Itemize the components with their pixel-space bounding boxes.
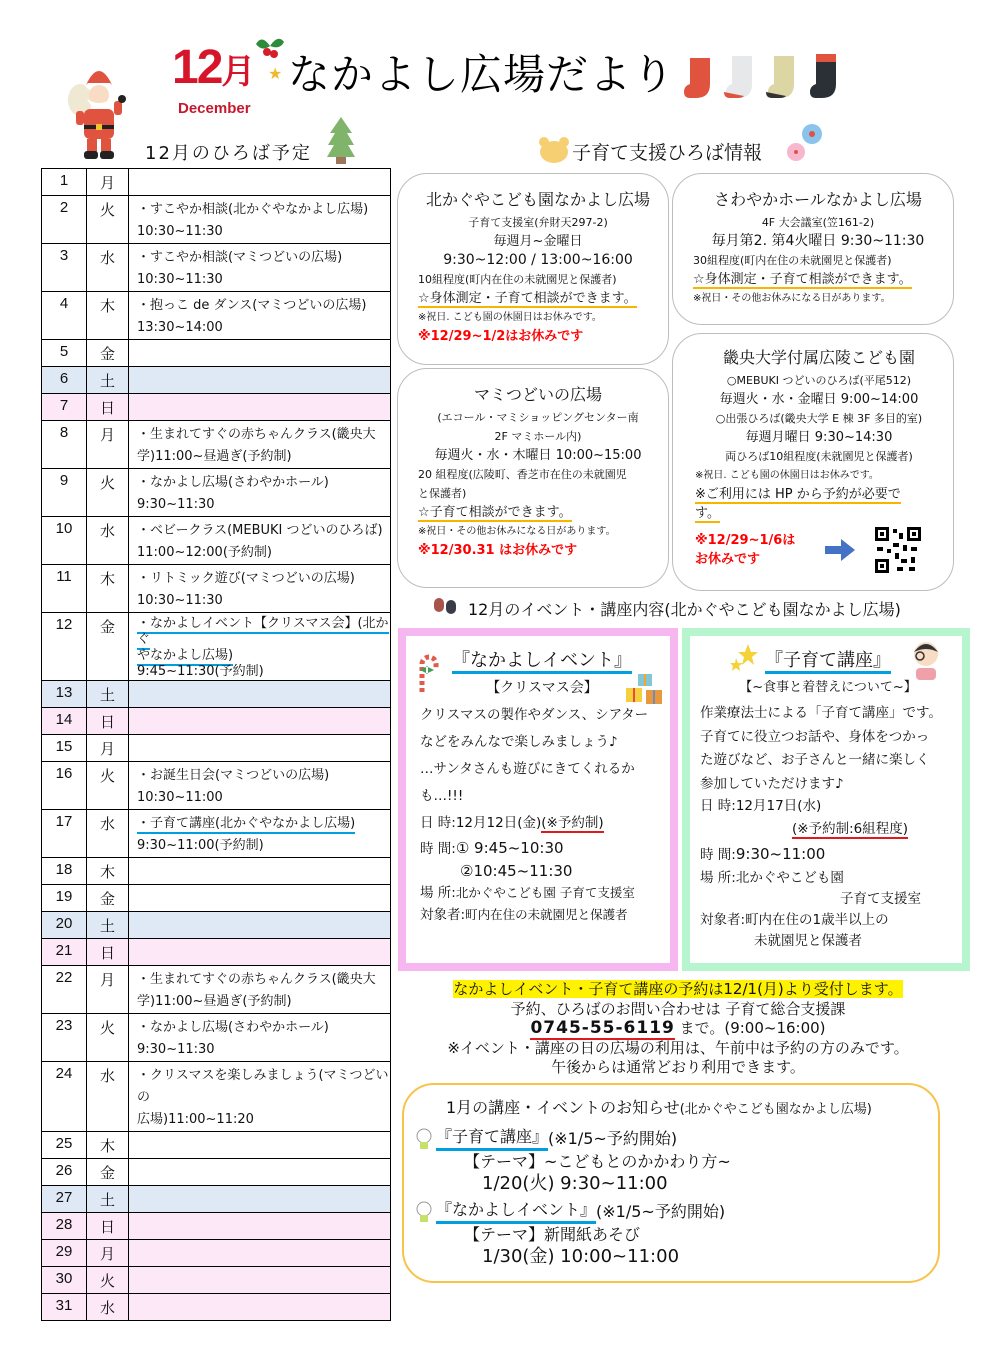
info-box-sawayaka: さわやかホールなかよし広場 4F 大会議室(笠161-2) 毎月第2. 第4火曜日 9:30~11:30 30組程度(町内在住の未就園児と保護者) ☆身体測定・子育て相談ができます。 ※祝日・その他お休みになる日があります。 <box>672 173 954 325</box>
calendar-row <box>42 735 391 762</box>
event-title: 『なかよしイベント』 <box>452 650 632 674</box>
january-item: 『なかよしイベント』 (※1/5~予約開始) <box>414 1199 924 1224</box>
info-box-mami: マミつどいの広場 (エコール・マミショッピングセンター南 2F マミホール内) 毎週火・水・木曜日 10:00~15:00 20 組程度(広陵町、香芝市在住の未就園児 と保護者) ☆子育て相談ができます。 ※祝日・その他お休みになる日があります。 ※12/30.31 はお休みです <box>397 368 669 588</box>
calendar-event: ・ベビークラス(MEBUKI つどいのひろば) 11:00~12:00(予約制) <box>129 517 391 565</box>
calendar-row <box>42 708 391 735</box>
calendar-row <box>42 681 391 708</box>
calendar-day: 5 <box>42 340 87 367</box>
candy-cane-icon <box>414 650 440 694</box>
phone-number[interactable]: 0745-55-6119 <box>530 1018 675 1038</box>
christmas-tree-icon <box>326 115 356 165</box>
calendar-weekday: 日 <box>87 394 129 421</box>
calendar-weekday: 水 <box>87 810 129 858</box>
january-item: 『子育て講座』 (※1/5~予約開始) <box>414 1126 924 1151</box>
calendar-event <box>129 1213 391 1240</box>
calendar-day: 18 <box>42 858 87 885</box>
calendar-event <box>129 367 391 394</box>
calendar-day: 13 <box>42 681 87 708</box>
calendar-row <box>42 810 391 858</box>
calendar-day: 23 <box>42 1014 87 1062</box>
calendar-weekday: 金 <box>87 340 129 367</box>
calendar-day: 28 <box>42 1213 87 1240</box>
calendar-row <box>42 912 391 939</box>
calendar-day: 14 <box>42 708 87 735</box>
calendar-row <box>42 421 391 469</box>
calendar-day: 7 <box>42 394 87 421</box>
calendar-event <box>129 939 391 966</box>
calendar-row <box>42 1062 391 1132</box>
calendar-day: 19 <box>42 885 87 912</box>
calendar-event: ・なかよし広場(さわやかホール) 9:30~11:30 <box>129 469 391 517</box>
calendar-row <box>42 196 391 244</box>
box-title: マミつどいの広場 <box>473 385 602 404</box>
calendar-event: ・すこやか相談(北かぐやなかよし広場) 10:30~11:30 <box>129 196 391 244</box>
calendar-day: 4 <box>42 292 87 340</box>
calendar-weekday: 土 <box>87 1186 129 1213</box>
calendar-weekday: 木 <box>87 565 129 613</box>
info-box-kitakaguya: 北かぐやこども園なかよし広場 子育て支援室(弁財天297-2) 毎週月~金曜日 9:30~12:00 / 13:00~16:00 10組程度(町内在住の未就園児と保護者) ☆身体測定・子育て相談ができます。 ※祝日. こども園の休園日はお休みです。 ※12/29~1/2はお休みです <box>397 173 669 365</box>
calendar-event: ・なかよしイベント【クリスマス会】(北かぐ やなかよし広場) 9:45~11:30(予約制) <box>129 613 391 681</box>
calendar-day: 15 <box>42 735 87 762</box>
calendar-day: 11 <box>42 565 87 613</box>
calendar-event <box>129 735 391 762</box>
calendar-row <box>42 469 391 517</box>
qr-code-icon[interactable] <box>873 525 923 575</box>
calendar-row <box>42 565 391 613</box>
calendar-row <box>42 858 391 885</box>
calendar-day: 2 <box>42 196 87 244</box>
calendar-day: 25 <box>42 1132 87 1159</box>
calendar-row <box>42 367 391 394</box>
calendar-event <box>129 858 391 885</box>
teacher-icon <box>910 640 942 680</box>
calendar-row <box>42 1186 391 1213</box>
calendar-day: 30 <box>42 1267 87 1294</box>
calendar-event <box>129 885 391 912</box>
calendar-weekday: 月 <box>87 966 129 1014</box>
event-title: 『子育て講座』 <box>765 650 891 674</box>
calendar-weekday: 日 <box>87 708 129 735</box>
calendar-weekday: 火 <box>87 469 129 517</box>
calendar-weekday: 日 <box>87 1213 129 1240</box>
calendar-weekday: 木 <box>87 858 129 885</box>
closure-notice: ※12/29~1/6は <box>695 533 796 548</box>
calendar-day: 3 <box>42 244 87 292</box>
calendar-weekday: 土 <box>87 367 129 394</box>
calendar-event <box>129 1132 391 1159</box>
calendar-weekday: 火 <box>87 196 129 244</box>
stockings-icon <box>682 48 852 108</box>
calendar-row <box>42 1240 391 1267</box>
box-title: さわやかホールなかよし広場 <box>714 190 922 209</box>
calendar-day: 31 <box>42 1294 87 1321</box>
gifts-icon <box>624 672 664 708</box>
calendar-event <box>129 394 391 421</box>
calendar-event: ・生まれてすぐの赤ちゃんクラス(畿央大 学)11:00~昼過ぎ(予約制) <box>129 966 391 1014</box>
calendar-weekday: 月 <box>87 421 129 469</box>
calendar-weekday: 水 <box>87 517 129 565</box>
calendar-weekday: 水 <box>87 244 129 292</box>
calendar-row <box>42 1294 391 1321</box>
flowers-icon <box>784 122 824 164</box>
calendar-event: ・すこやか相談(マミつどいの広場) 10:30~11:30 <box>129 244 391 292</box>
calendar-event <box>129 1186 391 1213</box>
calendar-weekday: 木 <box>87 292 129 340</box>
calendar-weekday: 月 <box>87 169 129 196</box>
event-box-kosodate: 『子育て講座』 【~食事と着替えについて~】 作業療法士による「子育て講座」です。 子育てに役立つお話や、身体をつかっ た遊びなど、お子さんと一緒に楽しく 参加していただけます♪ 日 時:12月17日(水) (※予約制:6組程度) 時 間:9:30~11:00 場 所:北かぐやこども園 子育て支援室 対象者:町内在住の1歳半以上の 未就園児と保護者 <box>682 628 970 971</box>
info-box-kio: 畿央大学付属広陵こども園 ○MEBUKI つどいのひろば(平尾512) 毎週火・水・金曜日 9:00~14:00 ○出張ひろば(畿央大学 E 棟 3F 多目的室) 毎週月曜日 9:30~14:30 両ひろば10組程度(未就園児と保護者) ※祝日. こども園の休園日はお休みです。 ※ご利用には HP から予約が必要で す。 ※12/29~1/6は お休みです <box>672 333 954 591</box>
events-heading: 12月のイベント・講座内容(北かぐやこども園なかよし広場) <box>468 600 901 619</box>
calendar-day: 17 <box>42 810 87 858</box>
calendar-event <box>129 708 391 735</box>
calendar-row <box>42 1213 391 1240</box>
calendar-weekday: 金 <box>87 613 129 681</box>
calendar-event: ・なかよし広場(さわやかホール) 9:30~11:30 <box>129 1014 391 1062</box>
calendar-weekday: 金 <box>87 885 129 912</box>
calendar-weekday: 水 <box>87 1294 129 1321</box>
schedule-calendar <box>41 168 391 1321</box>
mittens-icon <box>430 596 464 622</box>
calendar-weekday: 土 <box>87 681 129 708</box>
bear-icon <box>538 136 570 164</box>
calendar-event <box>129 681 391 708</box>
january-heading: 1月の講座・イベントのお知らせ <box>446 1098 680 1117</box>
calendar-row <box>42 244 391 292</box>
calendar-event <box>129 1159 391 1186</box>
calendar-row <box>42 1159 391 1186</box>
calendar-event: ・クリスマスを楽しみましょう(マミつどいの 広場)11:00~11:20 <box>129 1062 391 1132</box>
calendar-row <box>42 1132 391 1159</box>
calendar-day: 20 <box>42 912 87 939</box>
calendar-day: 16 <box>42 762 87 810</box>
santa-icon <box>68 55 130 163</box>
reservation-notice: なかよしイベント・子育て講座の予約は12/1(月)より受付します。 予約、ひろばのお問い合わせは 子育て総合支援課 0745-55-6119 まで。(9:00~16:00) ※イベント・講座の日の広場の利用は、午前中は予約の方のみです。 午後からは通常どおり利用できます。 <box>447 980 909 1076</box>
calendar-day: 6 <box>42 367 87 394</box>
calendar-day: 21 <box>42 939 87 966</box>
star-icon: ★ <box>268 64 283 83</box>
box-title: 畿央大学付属広陵こども園 <box>722 348 915 367</box>
calendar-day: 22 <box>42 966 87 1014</box>
calendar-weekday: 月 <box>87 735 129 762</box>
january-notice-box: 1月の講座・イベントのお知らせ(北かぐやこども園なかよし広場) 『子育て講座』 (※1/5~予約開始) 【テーマ】~こどもとのかかわり方~ 1/20(火) 9:30~11:00 『なかよしイベント』 (※1/5~予約開始) 【テーマ】新聞紙あそび 1/30(金) 10:00~11:00 <box>402 1083 940 1283</box>
reservation-highlight: なかよしイベント・子育て講座の予約は12/1(月)より受付します。 <box>453 980 903 998</box>
calendar-weekday: 木 <box>87 1132 129 1159</box>
calendar-row <box>42 939 391 966</box>
calendar-weekday: 金 <box>87 1159 129 1186</box>
closure-notice: ※12/30.31 はお休みです <box>418 543 578 558</box>
arrow-right-icon <box>825 539 855 561</box>
page-title: なかよし広場だより <box>288 50 676 99</box>
schedule-heading: 12月のひろば予定 <box>145 143 312 164</box>
calendar-row <box>42 613 391 681</box>
calendar-weekday: 月 <box>87 1240 129 1267</box>
calendar-weekday: 火 <box>87 1267 129 1294</box>
calendar-day: 26 <box>42 1159 87 1186</box>
support-heading: 子育て支援ひろば情報 <box>572 142 763 164</box>
box-title: 北かぐやこども園なかよし広場 <box>425 190 650 209</box>
event-box-nakayoshi: 『なかよしイベント』 【クリスマス会】 クリスマスの製作やダンス、シアター などをみんなで楽しみましょう♪ …サンタさんも遊びにきてくれるか も…!!! 日 時:12月12日(金)(※予約制) 時 間:① 9:45~10:30 ②10:45~11:30 場 所:北かぐやこども園 子育て支援室 対象者:町内在住の未就園児と保護者 <box>398 628 678 971</box>
calendar-event <box>129 340 391 367</box>
calendar-day: 8 <box>42 421 87 469</box>
calendar-weekday: 土 <box>87 912 129 939</box>
calendar-day: 27 <box>42 1186 87 1213</box>
calendar-day: 9 <box>42 469 87 517</box>
calendar-day: 12 <box>42 613 87 681</box>
calendar-event <box>129 1240 391 1267</box>
calendar-row <box>42 966 391 1014</box>
month-english: December <box>178 100 251 117</box>
calendar-event: ・生まれてすぐの赤ちゃんクラス(畿央大 学)11:00~昼過ぎ(予約制) <box>129 421 391 469</box>
month-number: 12月 <box>172 41 254 94</box>
calendar-row <box>42 885 391 912</box>
calendar-day: 24 <box>42 1062 87 1132</box>
calendar-row <box>42 340 391 367</box>
calendar-event: ・子育て講座(北かぐやなかよし広場) 9:30~11:00(予約制) <box>129 810 391 858</box>
stars-icon <box>730 644 758 672</box>
closure-notice: ※12/29~1/2はお休みです <box>418 329 584 344</box>
calendar-day: 29 <box>42 1240 87 1267</box>
calendar-day: 1 <box>42 169 87 196</box>
calendar-event: ・抱っこ de ダンス(マミつどいの広場) 13:30~14:00 <box>129 292 391 340</box>
calendar-row <box>42 394 391 421</box>
calendar-weekday: 火 <box>87 762 129 810</box>
calendar-event <box>129 912 391 939</box>
calendar-row <box>42 1014 391 1062</box>
calendar-event <box>129 1267 391 1294</box>
calendar-event <box>129 169 391 196</box>
lightbulb-icon <box>414 1127 434 1151</box>
calendar-day: 10 <box>42 517 87 565</box>
calendar-row <box>42 762 391 810</box>
calendar-event: ・お誕生日会(マミつどいの広場) 10:30~11:00 <box>129 762 391 810</box>
calendar-weekday: 日 <box>87 939 129 966</box>
calendar-weekday: 水 <box>87 1062 129 1132</box>
calendar-event: ・リトミック遊び(マミつどいの広場) 10:30~11:30 <box>129 565 391 613</box>
calendar-weekday: 火 <box>87 1014 129 1062</box>
calendar-event <box>129 1294 391 1321</box>
holly-icon <box>252 34 288 64</box>
calendar-row <box>42 292 391 340</box>
calendar-row <box>42 1267 391 1294</box>
calendar-row <box>42 517 391 565</box>
lightbulb-icon <box>414 1200 434 1224</box>
calendar-row <box>42 169 391 196</box>
